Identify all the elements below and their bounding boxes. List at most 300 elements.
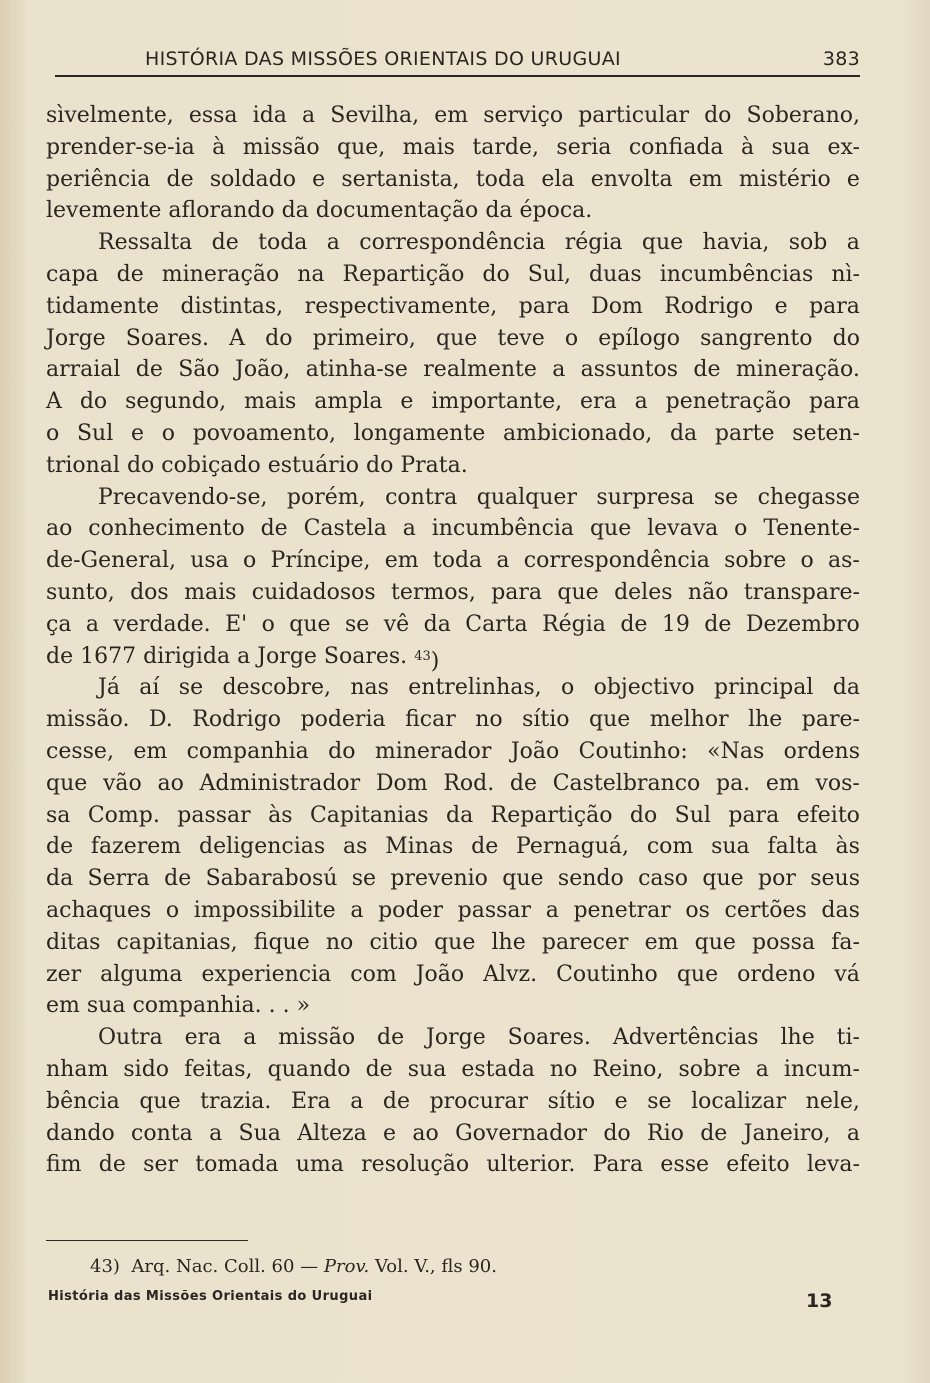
text-line xyxy=(46,927,860,959)
word: passar xyxy=(177,802,251,828)
word: que xyxy=(589,516,632,542)
word: toda xyxy=(432,548,483,574)
word: conhecimento xyxy=(88,516,245,542)
word: que xyxy=(676,961,719,987)
text-line xyxy=(46,1022,860,1054)
word: e xyxy=(130,420,144,446)
word: esse xyxy=(660,1152,710,1178)
word: levemente xyxy=(46,198,162,224)
word: que xyxy=(694,929,736,955)
word: ao xyxy=(412,1120,439,1146)
word: melhor xyxy=(649,707,729,733)
word: da xyxy=(46,866,74,892)
word: documentação xyxy=(315,198,479,224)
word: a xyxy=(85,611,99,637)
word: dirigida xyxy=(143,643,231,669)
word: de xyxy=(135,357,163,383)
text-line xyxy=(46,354,860,386)
word: sìvelmente, xyxy=(46,103,174,128)
word: para xyxy=(809,389,860,415)
footnote-text: Arq. Nac. Coll. 60 — xyxy=(131,1256,319,1277)
word: a xyxy=(326,230,340,256)
word: que xyxy=(436,325,478,351)
word: a xyxy=(552,357,566,383)
word: tarde, xyxy=(472,134,539,160)
word: que xyxy=(589,707,631,733)
word: para xyxy=(809,293,860,319)
word: achaques xyxy=(46,897,152,923)
word: minerador xyxy=(374,738,492,764)
word: lhe xyxy=(491,929,526,955)
word: da xyxy=(485,198,513,224)
word: tidamente xyxy=(46,293,159,319)
footnote xyxy=(90,1256,497,1277)
word: Dom xyxy=(591,293,643,319)
word: missão xyxy=(278,1025,356,1051)
word: mais xyxy=(402,134,455,160)
word: arraial xyxy=(46,357,121,383)
word: ela xyxy=(541,166,575,192)
word: caso xyxy=(638,866,689,892)
word: por xyxy=(758,866,796,892)
word: a xyxy=(496,548,510,574)
word: vos- xyxy=(815,770,860,796)
word: do xyxy=(79,389,108,415)
word: 19 xyxy=(661,611,690,637)
word: que xyxy=(502,866,544,892)
word: duas xyxy=(589,261,642,287)
body-text xyxy=(46,100,860,1181)
text-line xyxy=(46,863,860,895)
word: correspondência xyxy=(359,230,546,256)
word: deles xyxy=(614,579,673,605)
word: correspondência xyxy=(523,548,710,574)
word: se xyxy=(647,1088,672,1114)
word: que xyxy=(434,929,476,955)
word: 1677 xyxy=(80,643,137,669)
word: de xyxy=(116,261,144,287)
word: Jorge xyxy=(426,1025,486,1051)
word: nas xyxy=(350,675,389,701)
word: de xyxy=(211,230,239,256)
word: alguma xyxy=(100,961,183,987)
word: pare- xyxy=(801,707,860,733)
word: confiada xyxy=(628,134,724,160)
word: da xyxy=(832,675,860,701)
word: zer xyxy=(46,961,82,987)
word: «Nas xyxy=(707,738,765,764)
word: a xyxy=(237,643,251,669)
footnote-number: 43) xyxy=(90,1256,120,1277)
word: a xyxy=(243,1025,257,1051)
word: ça xyxy=(46,611,72,637)
word: quando xyxy=(267,1056,351,1082)
word: Ressalta xyxy=(98,230,193,256)
word: incum- xyxy=(783,1056,860,1082)
word: distintas, xyxy=(180,293,284,319)
word: poder xyxy=(378,897,444,923)
word: cesse, xyxy=(46,738,114,764)
word: primeiro, xyxy=(312,325,416,351)
word: Soares. xyxy=(507,1025,591,1051)
word: incumbências xyxy=(659,261,814,287)
word: e xyxy=(400,389,414,415)
word: Repartição xyxy=(490,802,613,828)
word: . xyxy=(268,993,276,1019)
word: toda xyxy=(258,230,308,256)
word: de xyxy=(164,866,192,892)
word: Soares. xyxy=(323,643,408,669)
word: que xyxy=(46,770,88,796)
text-line xyxy=(46,418,860,450)
word: penetração xyxy=(665,389,792,415)
word: de xyxy=(98,1152,126,1178)
word: particular xyxy=(578,103,689,128)
word: sangrento xyxy=(700,325,813,351)
word: feitas, xyxy=(184,1056,253,1082)
word: havia, xyxy=(702,230,770,256)
word: missão xyxy=(242,134,320,160)
word: de-General, xyxy=(46,548,176,574)
word: às xyxy=(835,834,860,860)
word: sua xyxy=(407,1056,447,1082)
text-line xyxy=(46,386,860,418)
word: falta xyxy=(767,834,818,860)
text-line xyxy=(46,1118,860,1150)
word: Janeiro, xyxy=(743,1120,831,1146)
word: lhe xyxy=(748,707,783,733)
word: Alteza xyxy=(297,1120,367,1146)
text-line xyxy=(46,1086,860,1118)
word: em xyxy=(765,770,800,796)
word: o xyxy=(165,897,180,923)
text-line xyxy=(46,482,860,514)
word: Sua xyxy=(238,1120,281,1146)
word: João, xyxy=(235,357,291,383)
word: no xyxy=(549,1056,578,1082)
word: era xyxy=(580,389,617,415)
word: sua xyxy=(711,834,750,860)
word: Precavendo-se, xyxy=(98,484,268,510)
word: ampla xyxy=(314,389,383,415)
word: a xyxy=(402,516,416,542)
word: ordens xyxy=(783,738,860,764)
word: do xyxy=(629,802,658,828)
word: à xyxy=(212,134,226,160)
word: capa xyxy=(46,261,99,287)
word: nham xyxy=(46,1056,109,1082)
word: epílogo xyxy=(598,325,680,351)
word: Já xyxy=(98,675,120,701)
word: aí xyxy=(139,675,160,701)
word: para xyxy=(728,802,780,828)
text-line xyxy=(46,990,860,1022)
word: do xyxy=(265,325,293,351)
word: dando xyxy=(46,1120,115,1146)
word: Era xyxy=(290,1088,331,1114)
word: João xyxy=(415,961,465,987)
word: Rodrigo xyxy=(664,293,754,319)
word: os xyxy=(685,897,710,923)
word: fazerem xyxy=(90,834,182,860)
word: de xyxy=(620,611,648,637)
text-line xyxy=(46,768,860,800)
word: longamente xyxy=(353,420,486,446)
footer-signature: 13 xyxy=(806,1290,833,1312)
word: sob xyxy=(788,230,828,256)
word: chegasse xyxy=(757,484,860,510)
word: A xyxy=(229,325,246,351)
word: Soberano, xyxy=(746,103,860,128)
word: experiencia xyxy=(201,961,332,987)
word: levava xyxy=(647,516,719,542)
word: do xyxy=(126,452,155,478)
word: A xyxy=(46,389,62,415)
word: bência xyxy=(46,1088,120,1114)
word: de xyxy=(365,1056,393,1082)
word: João xyxy=(510,738,560,764)
word: a xyxy=(209,1120,223,1146)
footer-book-title: História das Missões Orientais do Uruguai xyxy=(48,1289,373,1304)
word: do xyxy=(328,738,356,764)
word: no xyxy=(475,707,503,733)
word: nì- xyxy=(831,261,860,287)
word: das xyxy=(821,897,860,923)
word: se xyxy=(713,484,739,510)
word: estuário xyxy=(267,452,359,478)
word: porém, xyxy=(286,484,366,510)
word: sunto, xyxy=(46,579,115,605)
word: Alvz. xyxy=(483,961,538,987)
text-line xyxy=(46,259,860,291)
word: Advertências xyxy=(612,1025,759,1051)
word: vê xyxy=(383,611,410,637)
word: . xyxy=(282,993,290,1019)
text-line xyxy=(46,704,860,736)
word: atinha-se xyxy=(305,357,408,383)
page-number: 383 xyxy=(822,48,860,70)
word: termos, xyxy=(391,579,476,605)
word: a xyxy=(846,1120,860,1146)
text-line xyxy=(46,545,860,577)
word: o xyxy=(243,548,257,574)
word: ordeno xyxy=(737,961,816,987)
text-line xyxy=(46,831,860,863)
word: a xyxy=(350,897,364,923)
word: sua xyxy=(771,134,811,160)
footnote-reference: $^{43}$) xyxy=(414,648,440,674)
word: objectivo xyxy=(593,675,695,701)
word: Sul, xyxy=(527,261,572,287)
word: resolução xyxy=(361,1152,470,1178)
word: citio xyxy=(369,929,418,955)
word: Para xyxy=(592,1152,644,1178)
word: entrelinhas, xyxy=(408,675,542,701)
word: era xyxy=(184,1025,222,1051)
word: Rod. xyxy=(443,770,495,796)
word: São xyxy=(178,357,220,383)
running-title: HISTÓRIA DAS MISSÕES ORIENTAIS DO URUGUAI xyxy=(145,48,621,70)
word: essa xyxy=(188,103,238,128)
word: ao xyxy=(157,770,184,796)
word: em xyxy=(133,738,168,764)
word: a xyxy=(302,103,316,128)
word: procurar xyxy=(429,1088,529,1114)
text-line xyxy=(46,641,860,673)
word: serviço xyxy=(483,103,564,128)
word: o xyxy=(561,675,575,701)
word: de xyxy=(471,834,499,860)
word: de xyxy=(46,834,74,860)
word: sertanista, xyxy=(341,166,460,192)
word: Reino, xyxy=(592,1056,664,1082)
word: de xyxy=(509,770,538,796)
word: as xyxy=(343,834,368,860)
word: ser xyxy=(143,1152,178,1178)
word: Sabarabosú xyxy=(205,866,338,892)
word: com xyxy=(350,961,397,987)
word: sido xyxy=(123,1056,170,1082)
word: Prata. xyxy=(400,452,468,478)
word: E' xyxy=(225,611,248,637)
word: conta xyxy=(131,1120,193,1146)
word: que xyxy=(557,579,599,605)
word: ambicionado, xyxy=(502,420,653,446)
word: de xyxy=(377,1025,405,1051)
word: cuidadosos xyxy=(251,579,376,605)
word: a xyxy=(755,1056,769,1082)
text-line xyxy=(46,736,860,768)
word: se xyxy=(345,611,370,637)
word: mistério xyxy=(738,166,831,192)
word: em xyxy=(644,929,679,955)
word: fa- xyxy=(831,929,860,955)
word: fique xyxy=(253,929,310,955)
word: Jorge xyxy=(257,643,317,669)
text-line xyxy=(46,291,860,323)
word: sobre xyxy=(724,548,787,574)
word: incumbência xyxy=(431,516,575,542)
word: Castela xyxy=(303,516,387,542)
word: e xyxy=(774,293,788,319)
word: de xyxy=(260,516,288,542)
word: Sul xyxy=(76,420,114,446)
word: régia xyxy=(564,230,623,256)
text-line xyxy=(46,1054,860,1086)
word: surpresa xyxy=(596,484,695,510)
word: o xyxy=(564,325,579,351)
word: na xyxy=(297,261,325,287)
word: e xyxy=(312,166,326,192)
word: Tenente- xyxy=(763,516,860,542)
word: Governador xyxy=(455,1120,588,1146)
word: teve xyxy=(497,325,545,351)
word: contra xyxy=(385,484,458,510)
word: Soares. xyxy=(125,325,210,351)
word: que xyxy=(139,1088,181,1114)
word: Rodrigo xyxy=(192,707,282,733)
word: prevenio xyxy=(390,866,488,892)
word: trional xyxy=(46,452,120,478)
word: sobre xyxy=(678,1056,741,1082)
word: o xyxy=(46,420,60,446)
word: mineração xyxy=(161,261,280,287)
word: Carta xyxy=(465,611,528,637)
word: Minas xyxy=(385,834,454,860)
word: em xyxy=(384,548,419,574)
word: fim xyxy=(46,1152,82,1178)
word: Dom xyxy=(375,770,428,796)
word: em xyxy=(688,166,723,192)
word: a xyxy=(846,230,860,256)
word: transpare- xyxy=(743,579,860,605)
word: de xyxy=(700,1120,728,1146)
word: aflorando xyxy=(168,198,275,224)
word: ida xyxy=(252,103,287,128)
word: possa xyxy=(752,929,816,955)
word: Castelbranco xyxy=(552,770,701,796)
word: não xyxy=(687,579,729,605)
word: de xyxy=(704,611,732,637)
text-line xyxy=(46,513,860,545)
word: Coutinho: xyxy=(578,738,688,764)
word: sítio xyxy=(522,707,570,733)
word: Pernaguá, xyxy=(516,834,630,860)
text-line xyxy=(46,450,860,482)
word: lhe xyxy=(780,1025,815,1051)
word: da xyxy=(446,802,474,828)
word: com xyxy=(646,834,694,860)
word: da xyxy=(423,611,451,637)
text-line xyxy=(46,672,860,704)
word: se xyxy=(351,866,377,892)
word: toda xyxy=(475,166,526,192)
word: deligencias xyxy=(198,834,326,860)
text-line xyxy=(46,164,860,196)
word: efeito xyxy=(726,1152,790,1178)
word: vá xyxy=(834,961,860,987)
word: para xyxy=(518,293,570,319)
word: o xyxy=(161,420,175,446)
word: D. xyxy=(148,707,173,733)
word: da xyxy=(669,420,698,446)
word: que, xyxy=(336,134,386,160)
word: Comp. xyxy=(87,802,160,828)
word: Capitanias xyxy=(309,802,429,828)
word: verdade. xyxy=(113,611,211,637)
text-line xyxy=(46,895,860,927)
word: Régia xyxy=(542,611,606,637)
word: Jorge xyxy=(46,325,106,351)
word: penetrar xyxy=(573,897,671,923)
text-line xyxy=(46,227,860,259)
word: ti- xyxy=(836,1025,860,1051)
word: o xyxy=(734,516,748,542)
word: à xyxy=(740,134,755,160)
word: cobiçado xyxy=(161,452,261,478)
word: ao xyxy=(46,516,73,542)
word: leva- xyxy=(806,1152,860,1178)
word: companhia xyxy=(186,738,309,764)
word: de xyxy=(166,166,194,192)
word: prender-se-ia xyxy=(46,134,195,160)
word: do xyxy=(704,103,732,128)
word: Rio xyxy=(647,1120,684,1146)
word: passar xyxy=(457,897,532,923)
word: as- xyxy=(828,548,860,574)
word: e xyxy=(846,166,860,192)
word: mais xyxy=(244,389,297,415)
